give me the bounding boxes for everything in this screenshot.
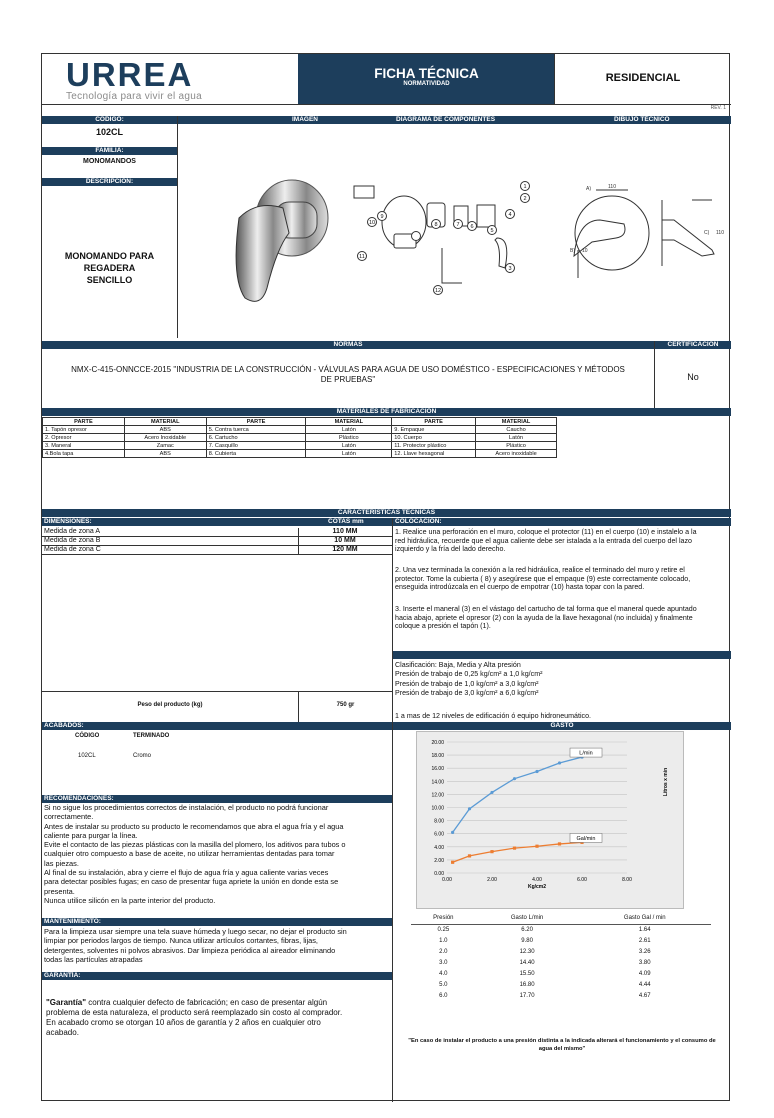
- warranty-label: GARANTÍA:: [42, 972, 392, 980]
- data-point: [558, 761, 561, 764]
- warranty-text: "Garantía" contra cualquier defecto de fabricación; en caso de presentar algún problema de esta naturaleza, el producto será reemplazado sin costo al comprador. En acabado cromo se otorgan 10 años de garantía y 2 años en cualquier otro acabado.: [46, 998, 343, 1037]
- flow-table: Presión Gasto L/min Gasto Gal / min 0.25 6.20 1.64 1.0 9.80 2.61 2.0 12.30 3.26 3.0 14.40 3.80 4.0 15.50 4.09 5.0 16.80 4.44 6.0 17.70 4.67: [411, 912, 711, 1001]
- family-label: FAMILIA:: [42, 147, 177, 155]
- materials-table: PARTE MATERIAL PARTE MATERIAL PARTE MATERIAL 1. Tapón opresor ABS 5. Contra tuerca Latón 9. Empaque Caucho 2. Opresor Acero Inoxidable 6. Cartucho Plástico 10. Cuerpo Latón 3. Maneral Zamac 7. Casquillo Latón 11. Protector plástico Plástico 4.Bola tapa ABS 8. Cubierta Latón 12. Llave hexagonal Acero inoxidable: [42, 417, 557, 458]
- dim-c-label: C): [704, 230, 710, 236]
- certification-label: CERTIFICACIÓN: [655, 341, 731, 349]
- technical-drawing: [552, 180, 730, 290]
- product-description: MONOMANDO PARA REGADERA SENCILLO: [64, 251, 155, 285]
- title-block: [298, 54, 555, 104]
- install-label: COLOCACIÓN:: [393, 518, 731, 526]
- y-tick-label: 14.00: [431, 779, 444, 786]
- series-label: L/min: [579, 750, 593, 757]
- page-title: FICHA TÉCNICA: [374, 66, 479, 81]
- dimensions-label: DIMENSIONES:: [44, 518, 92, 525]
- materials-row: 3. Maneral Zamac 7. Casquillo Latón 11. Protector plástico Plástico: [43, 442, 557, 450]
- dim-a-value: 110: [608, 184, 616, 190]
- y-tick-label: 10.00: [431, 805, 444, 812]
- data-point: [490, 791, 493, 794]
- callout-1: 1: [523, 184, 527, 190]
- description-label: DESCRIPCIÓN:: [42, 178, 177, 186]
- data-point: [468, 807, 471, 810]
- install-step-1: 1. Realice una perforación en el muro, coloque el protector (11) en el cuerpo (10) e instalelo a la red hidráulica, recuerde que el agua caliente debe ser istalada a la entrada del cuerpo del lazo izquierdo y la fría del lado derecho.: [395, 528, 697, 554]
- maintenance-text: Para la limpieza usar siempre una tela suave húmeda y luego secar, no dejar el producto sin limpiar por periodos largos de tiempo. Nunca utilizar artículos cortantes, fibras, lijas, detergentes, solventes ni polvos abrasivos. Dar limpieza periódica al aireador eliminando todas las partículas atrapadas: [44, 927, 347, 964]
- y-tick-label: 12.00: [431, 792, 444, 799]
- pressure-classification: Clasificación: Baja, Media y Alta presión Presión de trabajo de 0,25 kg/cm² a 1,0 kg/cm² Presión de trabajo de 1,0 kg/cm² a 3,0 kg/cm² Presión de trabajo de 3,0 kg/cm² a 6,0 kg/cm²: [395, 661, 543, 697]
- callout-8: 8: [434, 222, 438, 228]
- certification-value: No: [687, 372, 699, 382]
- data-point: [451, 831, 454, 834]
- callout-2: 2: [523, 196, 527, 202]
- x-tick-label: 0.00: [442, 877, 452, 883]
- page-subtitle: NORMATIVIDAD: [403, 81, 450, 87]
- dimensions-bar: [42, 518, 392, 526]
- product-family: MONOMANDOS: [83, 158, 136, 165]
- data-point: [451, 861, 454, 864]
- finish-code-header: CÓDIGO: [75, 733, 100, 739]
- y-tick-label: 20.00: [431, 740, 444, 746]
- specs-label: CARACTERÍSTICAS TÉCNICAS: [42, 509, 731, 517]
- install-step-2: 2. Una vez terminada la conexión a la red hidráulica, realice el terminado del muro y retire el protector. Tome la cubierta ( 8) y asegúrese que el empaque (9) este correctamente colocado, enseguida introdúzcala en el cuerpo de empotrar (10) hasta topar con la pared.: [395, 566, 691, 592]
- revision: REV. 1: [710, 105, 726, 111]
- data-point: [535, 845, 538, 848]
- materials-label: MATERIALES DE FABRICACIÓN: [42, 408, 731, 416]
- category: RESIDENCIAL: [605, 72, 681, 84]
- data-point: [513, 777, 516, 780]
- cotas-label: COTAS mm: [328, 518, 364, 525]
- flow-table-row: 3.0 14.40 3.80: [439, 959, 651, 966]
- callout-12: 12: [434, 288, 442, 294]
- dimensions-list: [42, 528, 392, 555]
- flow-table-row: 1.0 9.80 2.61: [439, 937, 651, 944]
- y-tick-label: 0.00: [434, 871, 444, 877]
- datasheet: [41, 53, 730, 1101]
- dim-b-value: 10: [582, 248, 588, 254]
- callout-5: 5: [490, 228, 494, 234]
- callout-6: 6: [470, 224, 474, 230]
- x-tick-label: 6.00: [577, 877, 587, 883]
- data-point: [535, 770, 538, 773]
- series-line-gal-min: [453, 842, 582, 862]
- data-point: [558, 842, 561, 845]
- finish-header: TERMINADO: [133, 733, 170, 739]
- x-tick-label: 4.00: [532, 877, 542, 883]
- flow-table-row: 6.0 17.70 4.67: [439, 992, 651, 999]
- x-tick-label: 8.00: [622, 877, 632, 883]
- image-label: IMAGEN: [292, 116, 318, 123]
- y-tick-label: 16.00: [431, 766, 444, 773]
- product-code: 102CL: [95, 127, 123, 137]
- dim-c-value: 110: [716, 230, 724, 236]
- dimension-row: Medida de zona B 10 MM: [42, 537, 392, 546]
- dim-b-label: B): [570, 248, 575, 254]
- product-image: [227, 178, 337, 318]
- y-tick-label: 2.00: [434, 857, 444, 864]
- component-diagram: [342, 178, 542, 328]
- dim-a-label: A): [586, 186, 591, 192]
- chart-area: [416, 731, 684, 909]
- images-bar: [178, 116, 731, 124]
- flow-table-row: 2.0 12.30 3.26: [439, 948, 651, 955]
- callout-10: 10: [368, 220, 376, 226]
- code-label: CÓDIGO:: [42, 116, 177, 124]
- diagram-label: DIAGRAMA DE COMPONENTES: [396, 116, 496, 123]
- building-levels: 1 a mas de 12 niveles de edificación ó equipo hidroneumático.: [395, 712, 591, 720]
- normas-label: NORMAS: [42, 341, 654, 349]
- callout-4: 4: [508, 212, 512, 218]
- callout-3: 3: [508, 266, 512, 272]
- y-tick-label: 18.00: [431, 753, 444, 760]
- y-tick-label: 8.00: [434, 818, 444, 825]
- finish-name: Cromo: [133, 753, 152, 759]
- recommendations-label: RECOMENDACIONES:: [42, 795, 392, 803]
- callout-11: 11: [359, 254, 365, 260]
- divider-bar: [393, 651, 731, 659]
- flow-chart: [417, 732, 685, 910]
- flow-table-row: 5.0 16.80 4.44: [439, 981, 651, 988]
- x-axis-label: Kg/cm2: [527, 884, 547, 890]
- pressure-note: "En caso de instalar el producto a una presión distinta a la indicada alterará el funcionamiento y el consumo de agua del mismo": [408, 1038, 716, 1052]
- callout-9: 9: [380, 214, 384, 220]
- materials-row: 2. Opresor Acero Inoxidable 6. Cartucho Plástico 10. Cuerpo Latón: [43, 434, 557, 442]
- gasto-label: GASTO: [393, 722, 731, 730]
- y-axis-label: Litros x min: [663, 767, 669, 797]
- x-tick-label: 2.00: [487, 877, 497, 883]
- y-tick-label: 4.00: [434, 844, 444, 851]
- install-step-3: 3. Inserte el maneral (3) en el vástago del cartucho de tal forma que el maneral quede apuntado hacia abajo, apriete el opresor (2) con la ayuda de la llave hexagonal (no incluida) y finalmente coloque a presión el tapón (1).: [395, 605, 697, 631]
- data-point: [490, 850, 493, 853]
- y-tick-label: 6.00: [434, 831, 444, 838]
- dimension-row: Medida de zona A 110 MM: [42, 528, 392, 537]
- weight-value: 750 gr: [336, 702, 355, 708]
- data-point: [513, 847, 516, 850]
- data-point: [468, 854, 471, 857]
- flow-table-row: 4.0 15.50 4.09: [439, 970, 651, 977]
- drawing-label: DIBUJO TÉCNICO: [614, 116, 670, 123]
- dimension-row: Medida de zona C 120 MM: [42, 546, 392, 555]
- finishes-label: ACABADOS:: [42, 722, 392, 730]
- finish-code: 102CL: [78, 753, 96, 759]
- recommendations-text: Si no sigue los procedimientos correctos de instalación, el producto no podrá funcionar correctamente. Antes de instalar su producto su producto le recomendamos que abra el agua fría y el agua caliente para purgar la línea. Evite el contacto de las piezas plásticas con la masilla del plomero, los aditivos para tubos o cualquier otro compuesto a base de aceite, no utilizar herramientas dentadas para tomar las piezas. Al final de su instalación, abra y cierre el flujo de agua fría y agua caliente varias veces para detectar posibles fugas; en caso de presentar fuga apriete la unión en donde esta se presenta. Nunca utilice silicón en la parte interior del producto.: [44, 803, 346, 905]
- weight-label: Peso del producto (kg): [137, 702, 203, 708]
- materials-row: 4.Bola tapa ABS 8. Cubierta Latón 12. Llave hexagonal Acero inoxidable: [43, 450, 557, 458]
- brand-logo: URREA: [66, 56, 194, 93]
- callout-7: 7: [456, 222, 460, 228]
- brand-tagline: Tecnología para vivir el agua: [66, 91, 202, 102]
- materials-row: 1. Tapón opresor ABS 5. Contra tuerca Latón 9. Empaque Caucho: [43, 426, 557, 434]
- maintenance-label: MANTENIMIENTO:: [42, 918, 392, 926]
- series-label: Gal/min: [576, 835, 596, 842]
- normas-text: NMX-C-415-ONNCCE-2015 "INDUSTRIA DE LA CONSTRUCCIÓN - VÁLVULAS PARA AGUA DE USO DOMÉSTICO - ESPECIFICACIONES Y MÉTODOS DE PRUEBAS": [71, 365, 625, 384]
- flow-table-row: 0.25 6.20 1.64: [437, 926, 651, 933]
